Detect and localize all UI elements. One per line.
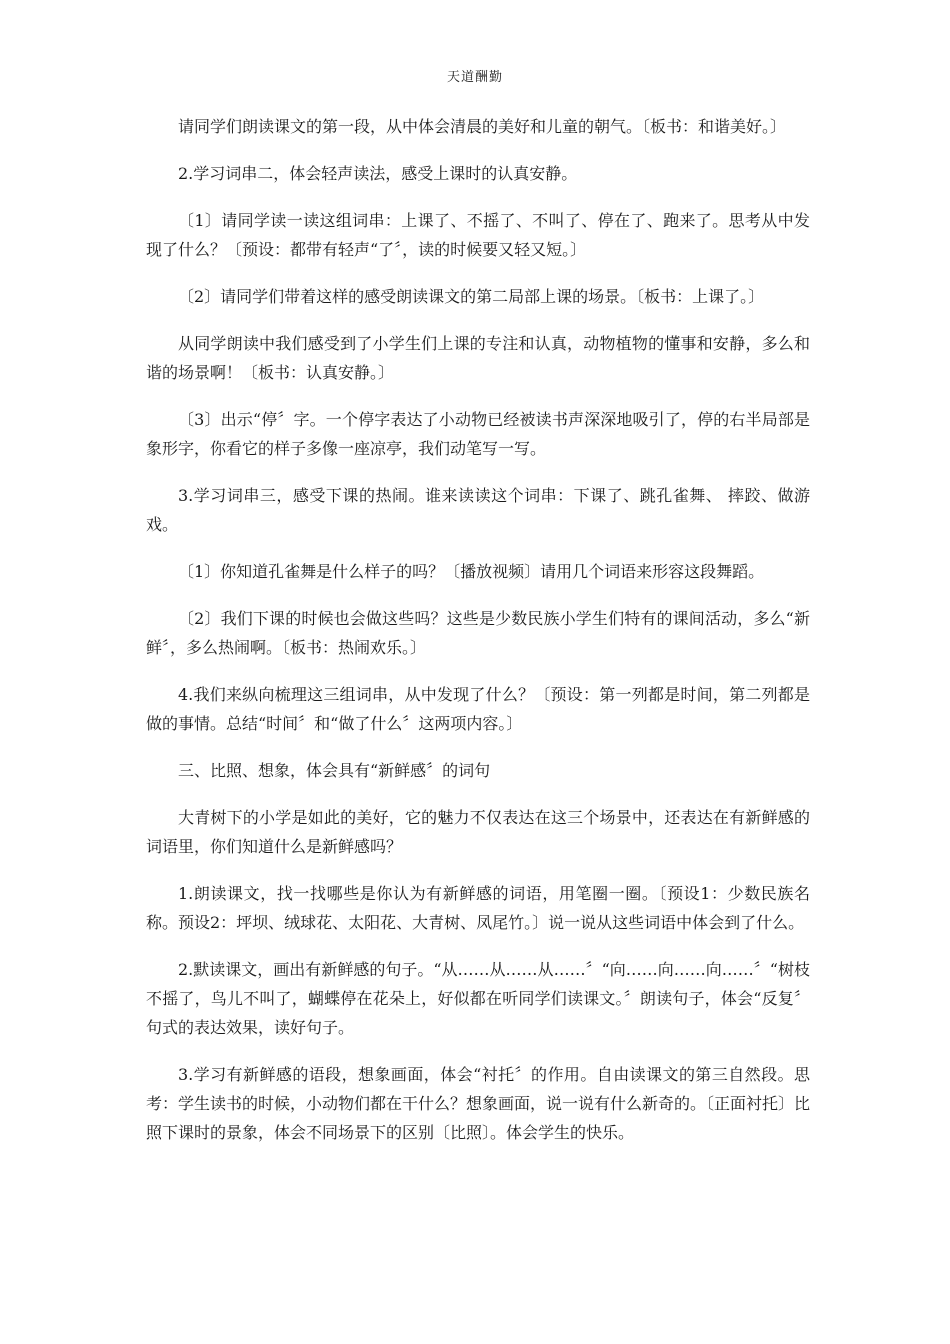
paragraph-6: 〔3〕出示“停〞字。一个停字表达了小动物已经被读书声深深地吸引了，停的右半局部是象形字，你看它的样子多像一座凉亭，我们动笔写一写。 xyxy=(146,410,810,458)
paragraph-3: 〔1〕请同学读一读这组词串：上课了、不摇了、不叫了、停在了、跑来了。思考从中发现了什么？〔预设：都带有轻声“了〞，读的时候要又轻又短。〕 xyxy=(146,211,810,259)
paragraph-7: 3.学习词串三，感受下课的热闹。谁来读读这个词串：下课了、跳孔雀舞、 摔跤、做游戏。 xyxy=(146,486,810,534)
paragraph-15: 3.学习有新鲜感的语段，想象画面，体会“衬托〞的作用。自由读课文的第三自然段。思考：学生读书的时候，小动物们都在干什么？想象画面，说一说有什么新奇的。〔正面衬托〕比照下课时的景象，体会不同场景下的区别〔比照〕。体会学生的快乐。 xyxy=(146,1065,811,1142)
page-header: 天道酬勤 xyxy=(446,70,503,85)
section-heading: 三、比照、想象，体会具有“新鲜感〞的词句 xyxy=(178,761,491,780)
paragraph-10: 4.我们来纵向梳理这三组词串，从中发现了什么？〔预设：第一列都是时间，第二列都是做的事情。总结“时间〞和“做了什么〞这两项内容。〕 xyxy=(146,685,810,733)
paragraph-12: 大青树下的小学是如此的美好，它的魅力不仅表达在这三个场景中，还表达在有新鲜感的词语里，你们知道什么是新鲜感吗？ xyxy=(146,808,810,856)
paragraph-8: 〔1〕你知道孔雀舞是什么样子的吗？〔播放视频〕请用几个词语来形容这段舞蹈。 xyxy=(178,562,765,581)
paragraph-1: 请同学们朗读课文的第一段，从中体会清晨的美好和儿童的朝气。〔板书：和谐美好。〕 xyxy=(178,117,787,136)
paragraph-4: 〔2〕请同学们带着这样的感受朗读课文的第二局部上课的场景。〔板书：上课了。〕 xyxy=(178,287,765,306)
paragraph-2: 2.学习词串二，体会轻声读法，感受上课时的认真安静。 xyxy=(178,164,578,183)
document-body xyxy=(146,112,810,1165)
paragraph-14: 2.默读课文，画出有新鲜感的句子。“从……从……从……〞“向……向……向……〞“树枝不摇了，鸟儿不叫了，蝴蝶停在花朵上，好似都在听同学们读课文。〞朗读句子，体会“反复〞句式的表达效果，读好句子。 xyxy=(146,960,810,1037)
paragraph-9: 〔2〕我们下课的时候也会做这些吗？这些是少数民族小学生们特有的课间活动，多么“新鲜〞，多么热闹啊。〔板书：热闹欢乐。〕 xyxy=(146,609,810,657)
paragraph-5: 从同学朗读中我们感受到了小学生们上课的专注和认真，动物植物的懂事和安静，多么和谐的场景啊！〔板书：认真安静。〕 xyxy=(146,334,810,382)
paragraph-13: 1.朗读课文，找一找哪些是你认为有新鲜感的词语，用笔圈一圈。〔预设1：少数民族名称。预设2：坪坝、绒球花、太阳花、大青树、凤尾竹。〕说一说从这些词语中体会到了什么。 xyxy=(146,884,810,932)
